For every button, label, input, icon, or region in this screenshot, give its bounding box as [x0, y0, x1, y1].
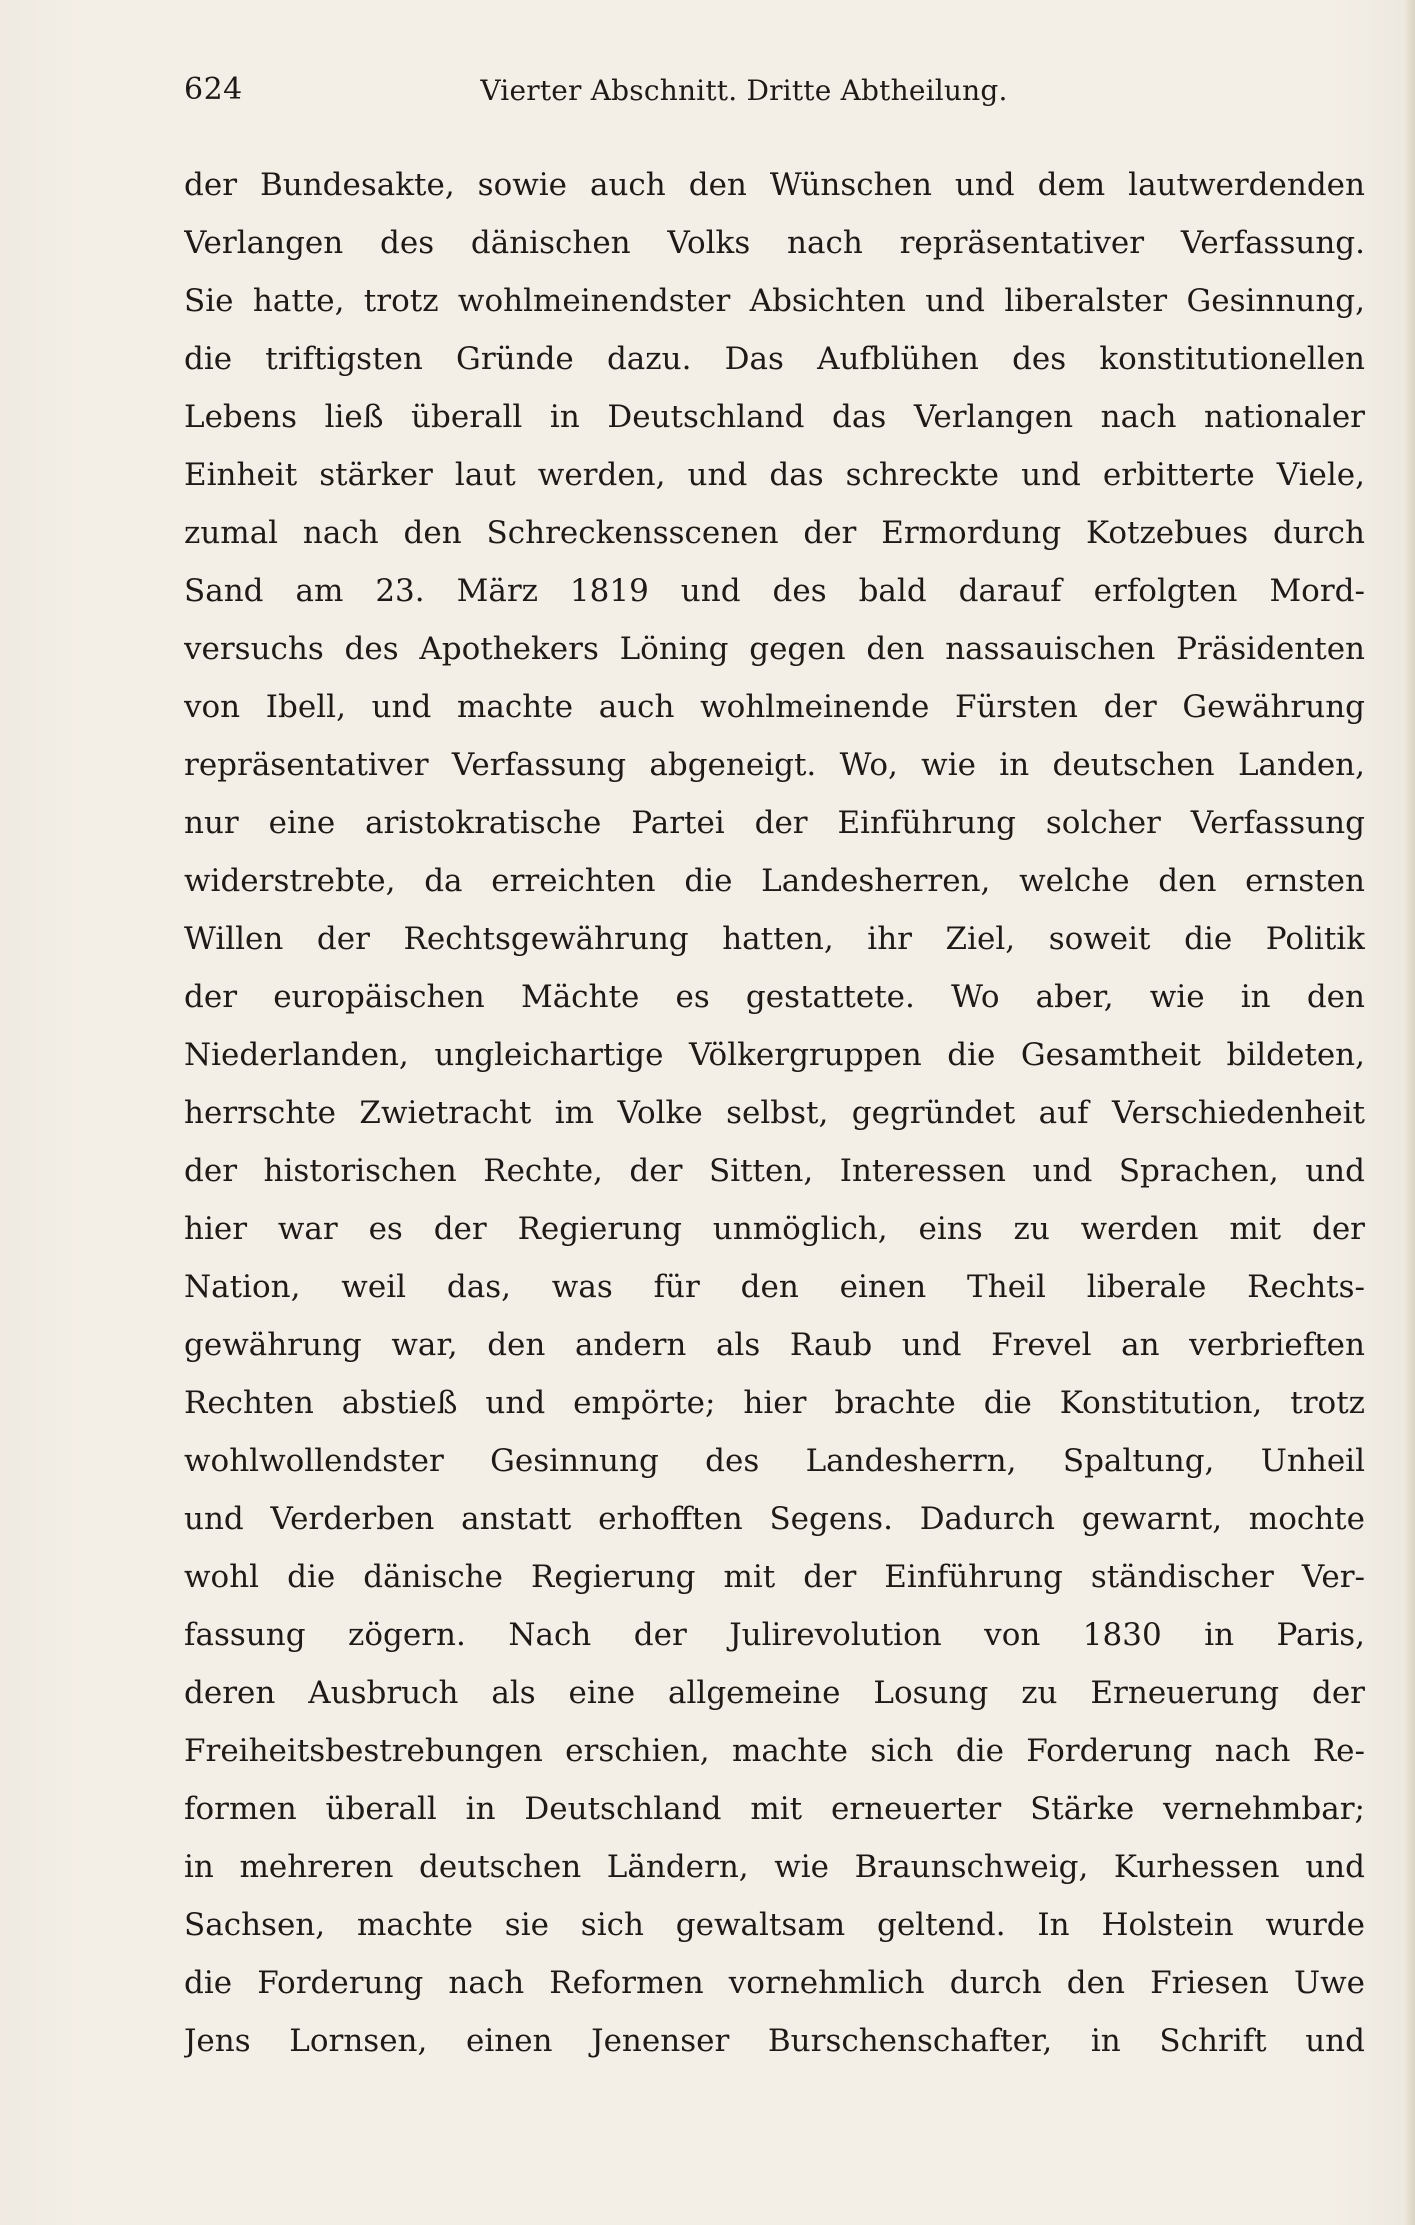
text-line: die triftigsten Gründe dazu. Das Aufblühen des konstitutionellen: [184, 341, 1365, 377]
page-edge-shadow: [1405, 0, 1415, 2225]
text-line: Einheit stärker laut werden, und das schreckte und erbitterte Viele,: [184, 457, 1365, 493]
text-line: deren Ausbruch als eine allgemeine Losung zu Erneuerung der: [184, 1675, 1365, 1711]
text-line: zumal nach den Schreckensscenen der Ermordung Kotzebues durch: [184, 515, 1365, 551]
text-line: der historischen Rechte, der Sitten, Interessen und Sprachen, und: [184, 1153, 1365, 1189]
text-line: der Bundesakte, sowie auch den Wünschen und dem lautwerdenden: [184, 167, 1365, 203]
text-line: wohlwollendster Gesinnung des Landesherrn, Spaltung, Unheil: [184, 1443, 1365, 1479]
running-head: Vierter Abschnitt. Dritte Abtheilung.: [480, 74, 1008, 107]
text-line: Niederlanden, ungleichartige Völkergruppen die Gesamtheit bildeten,: [184, 1037, 1365, 1073]
text-line: und Verderben anstatt erhofften Segens. Dadurch gewarnt, mochte: [184, 1501, 1365, 1537]
text-line: repräsentativer Verfassung abgeneigt. Wo, wie in deutschen Landen,: [184, 747, 1365, 783]
text-line: Lebens ließ überall in Deutschland das Verlangen nach nationaler: [184, 399, 1365, 435]
text-line: nur eine aristokratische Partei der Einführung solcher Verfassung: [184, 805, 1365, 841]
text-line: versuchs des Apothekers Löning gegen den nassauischen Präsidenten: [184, 631, 1365, 667]
text-line: widerstrebte, da erreichten die Landesherren, welche den ernsten: [184, 863, 1365, 899]
page-number: 624: [184, 72, 243, 107]
text-line: hier war es der Regierung unmöglich, eins zu werden mit der: [184, 1211, 1365, 1247]
text-line: wohl die dänische Regierung mit der Einführung ständischer Ver-: [184, 1559, 1365, 1595]
text-line: Jens Lornsen, einen Jenenser Burschenschafter, in Schrift und: [184, 2023, 1365, 2059]
text-line: der europäischen Mächte es gestattete. Wo aber, wie in den: [184, 979, 1365, 1015]
text-line: Rechten abstieß und empörte; hier brachte die Konstitution, trotz: [184, 1385, 1365, 1421]
text-line: von Ibell, und machte auch wohlmeinende Fürsten der Gewährung: [184, 689, 1365, 725]
text-line: fassung zögern. Nach der Julirevolution von 1830 in Paris,: [184, 1617, 1365, 1653]
page-header: [184, 66, 1084, 118]
text-line: die Forderung nach Reformen vornehmlich durch den Friesen Uwe: [184, 1965, 1365, 2001]
text-line: in mehreren deutschen Ländern, wie Braunschweig, Kurhessen und: [184, 1849, 1365, 1885]
body-text: [184, 156, 1365, 2070]
text-line: Verlangen des dänischen Volks nach repräsentativer Verfassung.: [184, 225, 1365, 261]
text-line: Sie hatte, trotz wohlmeinendster Absichten und liberalster Gesinnung,: [184, 283, 1365, 319]
text-line: herrschte Zwietracht im Volke selbst, gegründet auf Verschiedenheit: [184, 1095, 1365, 1131]
text-line: Sand am 23. März 1819 und des bald darauf erfolgten Mord-: [184, 573, 1365, 609]
text-line: gewährung war, den andern als Raub und Frevel an verbrieften: [184, 1327, 1365, 1363]
text-line: Nation, weil das, was für den einen Theil liberale Rechts-: [184, 1269, 1365, 1305]
text-line: Willen der Rechtsgewährung hatten, ihr Ziel, soweit die Politik: [184, 921, 1365, 957]
text-line: Freiheitsbestrebungen erschien, machte sich die Forderung nach Re-: [184, 1733, 1365, 1769]
text-line: Sachsen, machte sie sich gewaltsam geltend. In Holstein wurde: [184, 1907, 1365, 1943]
text-line: formen überall in Deutschland mit erneuerter Stärke vernehmbar;: [184, 1791, 1365, 1827]
